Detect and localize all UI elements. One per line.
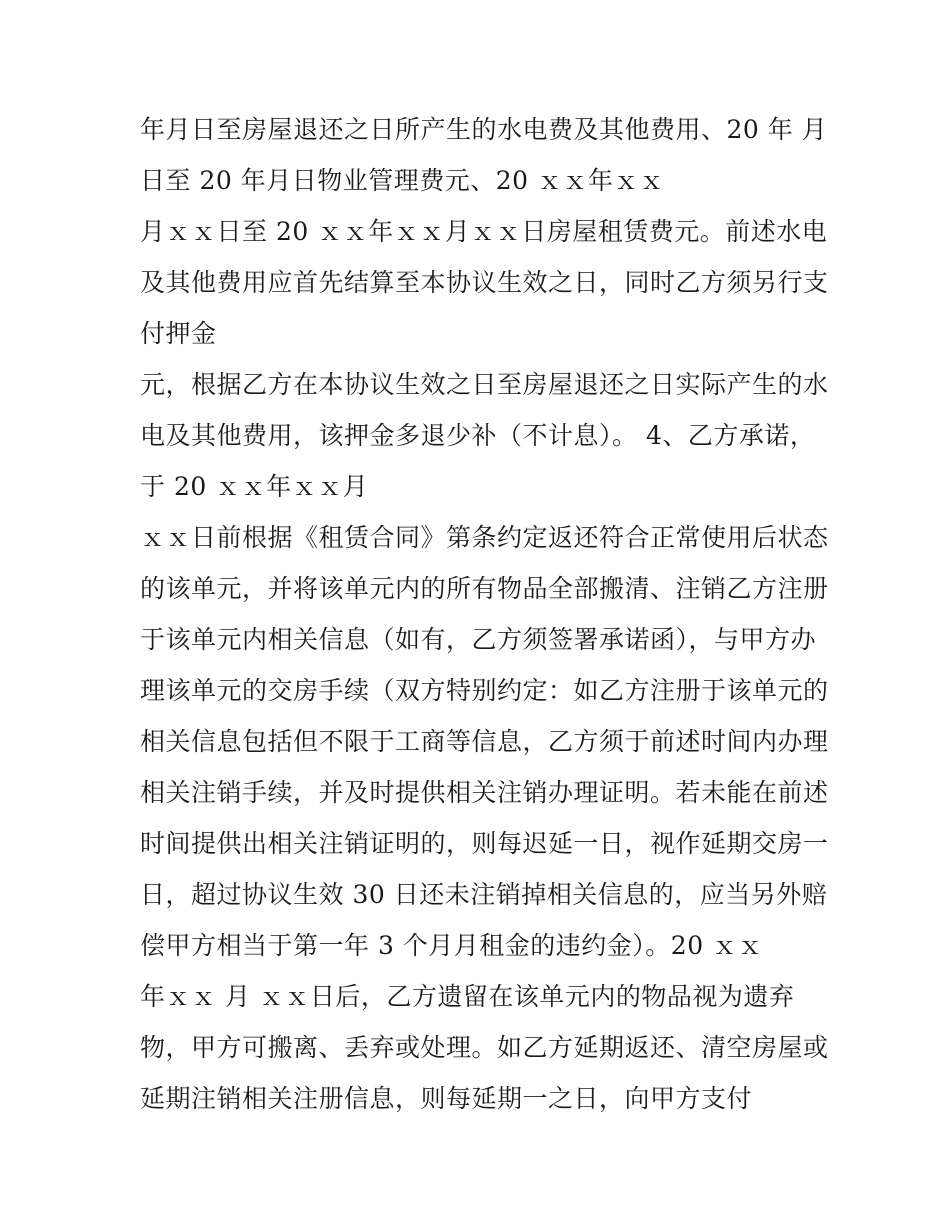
text-line-1: 年月日至房屋退还之日所产生的水电费及其他费用、20 年 月 bbox=[140, 115, 828, 144]
document-body bbox=[140, 110, 830, 1130]
text-line-17: 偿甲方相当于第一年 3 个月月租金的违约金）。20 ｘｘ bbox=[140, 931, 764, 960]
text-line-10: 的该单元，并将该单元内的所有物品全部搬清、注销乙方注册 bbox=[140, 574, 829, 603]
text-line-20: 延期注销相关注册信息，则每延期一之日，向甲方支付 bbox=[140, 1084, 753, 1113]
text-line-12: 理该单元的交房手续（双方特别约定：如乙方注册于该单元的 bbox=[140, 676, 829, 705]
text-line-11: 于该单元内相关信息（如有，乙方须签署承诺函），与甲方办 bbox=[140, 625, 817, 654]
text-line-16: 日，超过协议生效 30 日还未注销掉相关信息的，应当另外赔 bbox=[140, 880, 828, 909]
text-line-19: 物，甲方可搬离、丢弃或处理。如乙方延期返还、清空房屋或 bbox=[140, 1033, 829, 1062]
text-line-13: 相关信息包括但不限于工商等信息，乙方须于前述时间内办理 bbox=[140, 727, 829, 756]
text-line-9: ｘｘ日前根据《租赁合同》第条约定返还符合正常使用后状态 bbox=[140, 523, 829, 552]
text-line-6: 元，根据乙方在本协议生效之日至房屋退还之日实际产生的水 bbox=[140, 370, 829, 399]
text-line-3: 月ｘｘ日至 20 ｘｘ年ｘｘ月ｘｘ日房屋租赁费元。前述水电 bbox=[140, 217, 828, 246]
text-line-18: 年ｘｘ 月 ｘｘ日后，乙方遗留在该单元内的物品视为遗弃 bbox=[140, 982, 795, 1011]
text-line-7: 电及其他费用，该押金多退少补（不计息）。 4、乙方承诺， bbox=[140, 421, 816, 450]
text-line-15: 时间提供出相关注销证明的，则每迟延一日，视作延期交房一 bbox=[140, 829, 829, 858]
text-line-5: 付押金 bbox=[140, 319, 217, 348]
text-line-4: 及其他费用应首先结算至本协议生效之日，同时乙方须另行支 bbox=[140, 268, 829, 297]
text-line-14: 相关注销手续，并及时提供相关注销办理证明。若未能在前述 bbox=[140, 778, 829, 807]
text-line-8: 于 20 ｘｘ年ｘｘ月 bbox=[140, 472, 369, 501]
text-line-2: 日至 20 年月日物业管理费元、20 ｘｘ年ｘｘ bbox=[140, 166, 665, 195]
